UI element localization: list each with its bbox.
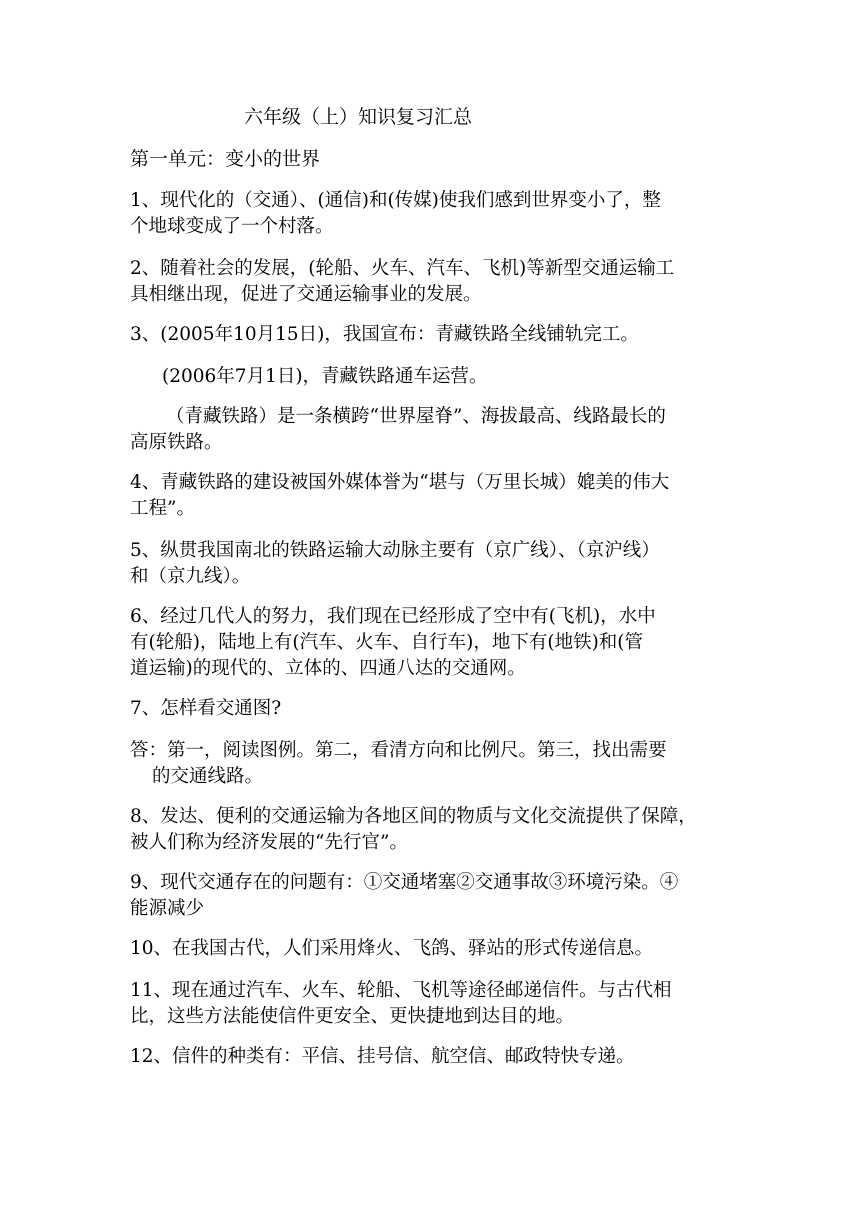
paragraph-line: 具相继出现，促进了交通运输事业的发展。 [130,284,482,305]
paragraph-line: 8、发达、便利的交通运输为各地区间的物质与文化交流提供了保障， [130,806,697,827]
paragraph-line: 的交通线路。 [152,766,264,787]
paragraph-line: (2006年7月1日)，青藏铁路通车运营。 [162,366,488,387]
unit-heading: 第一单元：变小的世界 [130,148,321,170]
paragraph-5 [130,538,734,590]
paragraph-10 [130,936,734,962]
paragraph-line: 和（京九线）。 [130,566,251,587]
document-title: 六年级（上）知识复习汇总 [244,106,473,128]
paragraph-line: 道运输)的现代的、立体的、四通八达的交通网。 [130,658,526,679]
paragraph-line: （青藏铁路）是一条横跨“世界屋脊”、海拔最高、线路最长的 [166,406,666,427]
paragraph-line: 7、怎样看交通图? [130,698,282,719]
paragraph-7-answer [130,738,734,790]
paragraph-7 [130,696,734,722]
paragraph-line: 能源减少 [130,898,205,919]
paragraph-line: 2、随着社会的发展，(轮船、火车、汽车、飞机)等新型交通运输工 [130,258,675,279]
paragraph-line: 12、信件的种类有：平信、挂号信、航空信、邮政特快专递。 [130,1046,635,1067]
paragraph-11 [130,978,734,1030]
paragraph-9 [130,870,734,922]
paragraph-3 [130,322,734,348]
paragraph-line: 5、纵贯我国南北的铁路运输大动脉主要有（京广线）、（京沪线） [130,540,660,561]
paragraph-2 [130,256,734,308]
paragraph-8 [130,804,734,856]
paragraph-line: 个地球变成了一个村落。 [130,216,334,237]
paragraph-line: 10、在我国古代，人们采用烽火、飞鸽、驿站的形式传递信息。 [130,938,654,959]
paragraph-line: 工程”。 [130,498,195,519]
paragraph-line: 6、经过几代人的努力，我们现在已经形成了空中有(飞机)，水中 [130,606,656,627]
paragraph-line: 1、现代化的（交通）、(通信)和(传媒)使我们感到世界变小了，整 [130,190,661,211]
paragraph-3c [130,404,734,456]
paragraph-line: 比，这些方法能使信件更安全、更快捷地到达目的地。 [130,1006,575,1027]
paragraph-line: 4、青藏铁路的建设被国外媒体誉为“堪与（万里长城）媲美的伟大 [130,472,670,493]
paragraph-line: 9、现代交通存在的问题有：①交通堵塞②交通事故③环境污染。④ [130,872,679,893]
paragraph-line: 答：第一，阅读图例。第二，看清方向和比例尺。第三，找出需要 [130,740,667,761]
paragraph-12 [130,1044,734,1070]
paragraph-line: 被人们称为经济发展的“先行官”。 [130,832,408,853]
paragraph-line: 11、现在通过汽车、火车、轮船、飞机等途径邮递信件。与古代相 [130,980,672,1001]
paragraph-3b [162,364,766,390]
paragraph-line: 高原铁路。 [130,432,223,453]
paragraph-line: 有(轮船)，陆地上有(汽车、火车、自行车)，地下有(地铁)和(管 [130,632,644,653]
paragraph-4 [130,470,734,522]
paragraph-1 [130,188,734,240]
paragraph-6 [130,604,734,682]
paragraph-line: 3、(2005年10月15日)，我国宣布：青藏铁路全线铺轨完工。 [130,324,639,345]
